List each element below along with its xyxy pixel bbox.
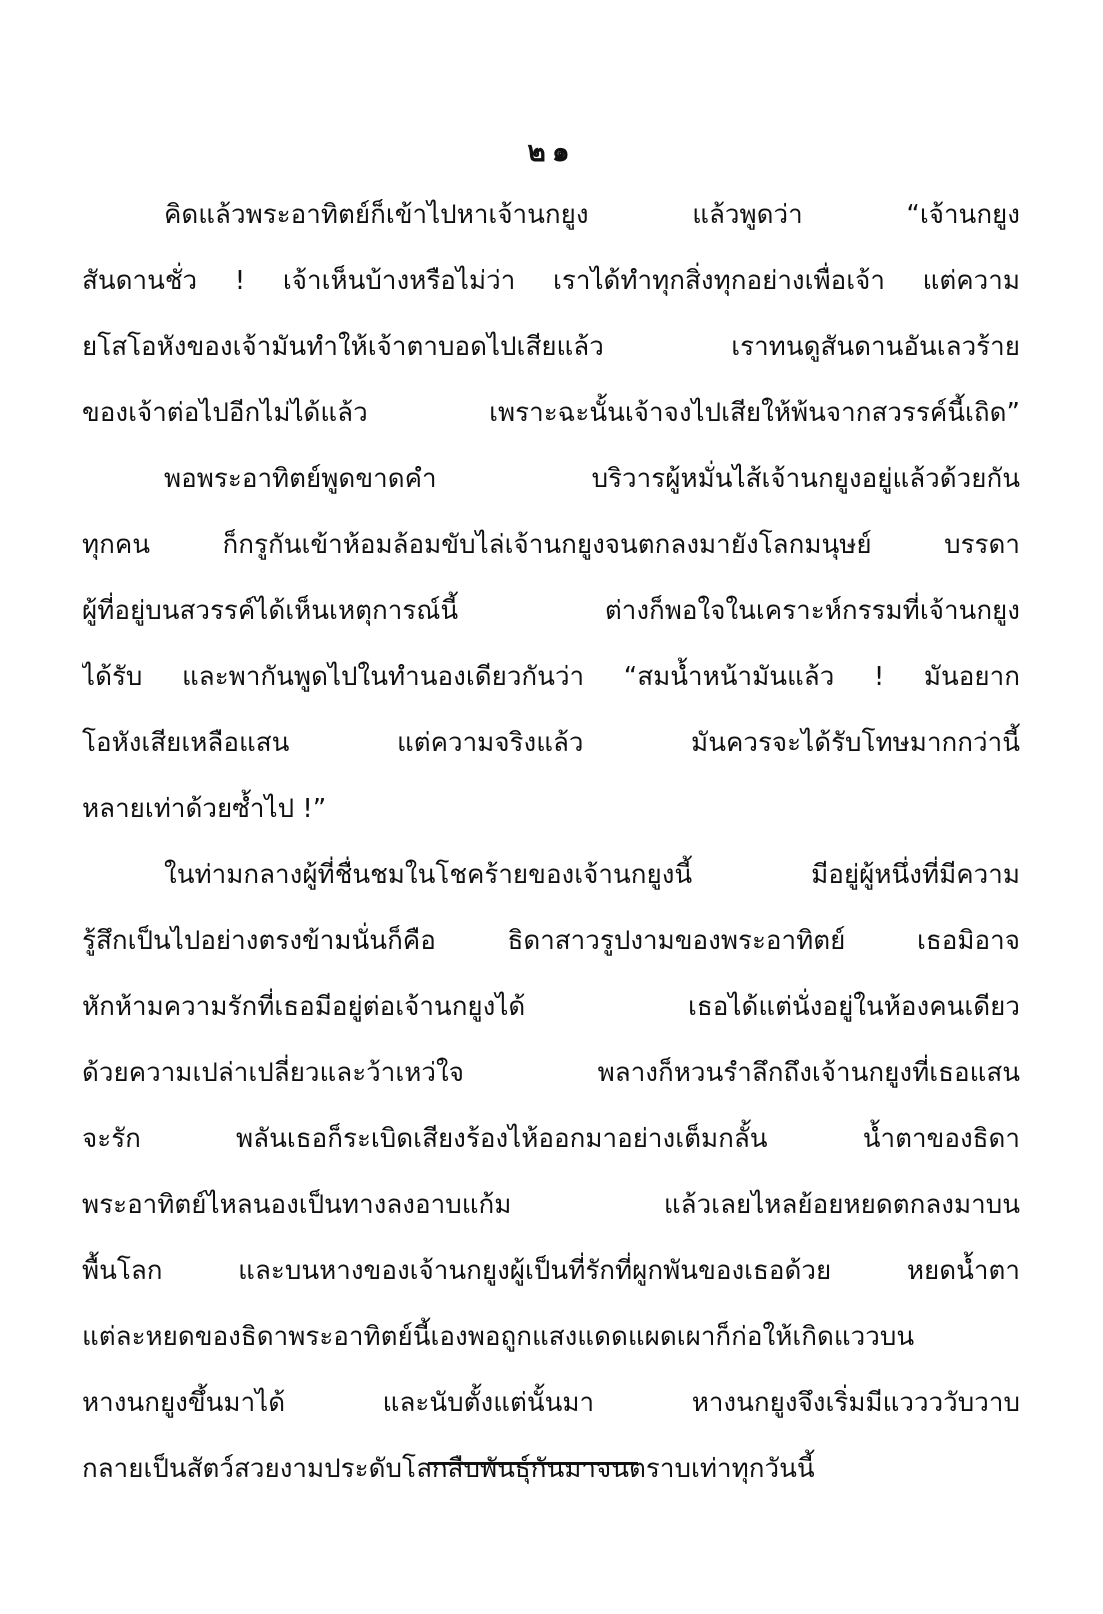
paragraph-line: ทุกคน ก็กรูกันเข้าห้อมล้อมขับไล่เจ้านกยูงจนตกลงมายังโลกมนุษย์ บรรดา	[82, 530, 1020, 560]
paragraph-line: รู้สึกเป็นไปอย่างตรงข้ามนั่นก็คือ ธิดาสาวรูปงามของพระอาทิตย์ เธอมิอาจ	[82, 926, 1020, 956]
paragraph-line: ได้รับ และพากันพูดไปในทำนองเดียวกันว่า “สมน้ำหน้ามันแล้ว ! มันอยาก	[82, 662, 1020, 692]
paragraph-line: หลายเท่าด้วยซ้ำไป !”	[82, 794, 327, 824]
paragraph-line: หักห้ามความรักที่เธอมีอยู่ต่อเจ้านกยูงได้ เธอได้แต่นั่งอยู่ในห้องคนเดียว	[82, 992, 1020, 1022]
end-rule	[428, 1462, 638, 1465]
paragraph-line: แต่ละหยดของธิดาพระอาทิตย์นี้เองพอถูกแสงแดดแผดเผาก็ก่อให้เกิดแววบน	[82, 1322, 915, 1352]
body-text	[82, 182, 1020, 1502]
paragraph-line: ยโสโอหังของเจ้ามันทำให้เจ้าตาบอดไปเสียแล้ว เราทนดูสันดานอันเลวร้าย	[82, 332, 1020, 362]
paragraph-line: ด้วยความเปล่าเปลี่ยวและว้าเหว่ใจ พลางก็หวนรำลึกถึงเจ้านกยูงที่เธอแสน	[82, 1058, 1020, 1088]
paragraph-line: พอพระอาทิตย์พูดขาดคำ บริวารผู้หมั่นไส้เจ้านกยูงอยู่แล้วด้วยกัน	[164, 464, 1020, 494]
page-number: ๒๑	[527, 135, 576, 168]
paragraph-line: พระอาทิตย์ไหลนองเป็นทางลงอาบแก้ม แล้วเลยไหลย้อยหยดตกลงมาบน	[82, 1190, 1020, 1220]
paragraph-line: ผู้ที่อยู่บนสวรรค์ได้เห็นเหตุการณ์นี้ ต่างก็พอใจในเคราะห์กรรมที่เจ้านกยูง	[82, 596, 1020, 626]
paragraph-line: คิดแล้วพระอาทิตย์ก็เข้าไปหาเจ้านกยูง แล้วพูดว่า “เจ้านกยูง	[164, 200, 1020, 230]
paragraph-line: โอหังเสียเหลือแสน แต่ความจริงแล้ว มันควรจะได้รับโทษมากกว่านี้	[82, 728, 1020, 758]
paragraph-line: กลายเป็นสัตว์สวยงามประดับโลกสืบพันธุ์กันมาจนตราบเท่าทุกวันนี้	[82, 1454, 815, 1484]
paragraph-line: จะรัก พลันเธอก็ระเบิดเสียงร้องไห้ออกมาอย่างเต็มกลั้น น้ำตาของธิดา	[82, 1124, 1020, 1154]
paragraph-line: หางนกยูงขึ้นมาได้ และนับตั้งแต่นั้นมา หางนกยูงจึงเริ่มมีแววววับวาบ	[82, 1388, 1020, 1418]
paragraph-line: สันดานชั่ว ! เจ้าเห็นบ้างหรือไม่ว่า เราได้ทำทุกสิ่งทุกอย่างเพื่อเจ้า แต่ความ	[82, 266, 1020, 296]
paragraph-line: ในท่ามกลางผู้ที่ชื่นชมในโชคร้ายของเจ้านกยูงนี้ มีอยู่ผู้หนึ่งที่มีความ	[164, 860, 1020, 890]
paragraph-line: พื้นโลก และบนหางของเจ้านกยูงผู้เป็นที่รักที่ผูกพันของเธอด้วย หยดน้ำตา	[82, 1256, 1020, 1286]
paragraph-line: ของเจ้าต่อไปอีกไม่ได้แล้ว เพราะฉะนั้นเจ้าจงไปเสียให้พ้นจากสวรรค์นี้เถิด”	[82, 398, 1020, 428]
